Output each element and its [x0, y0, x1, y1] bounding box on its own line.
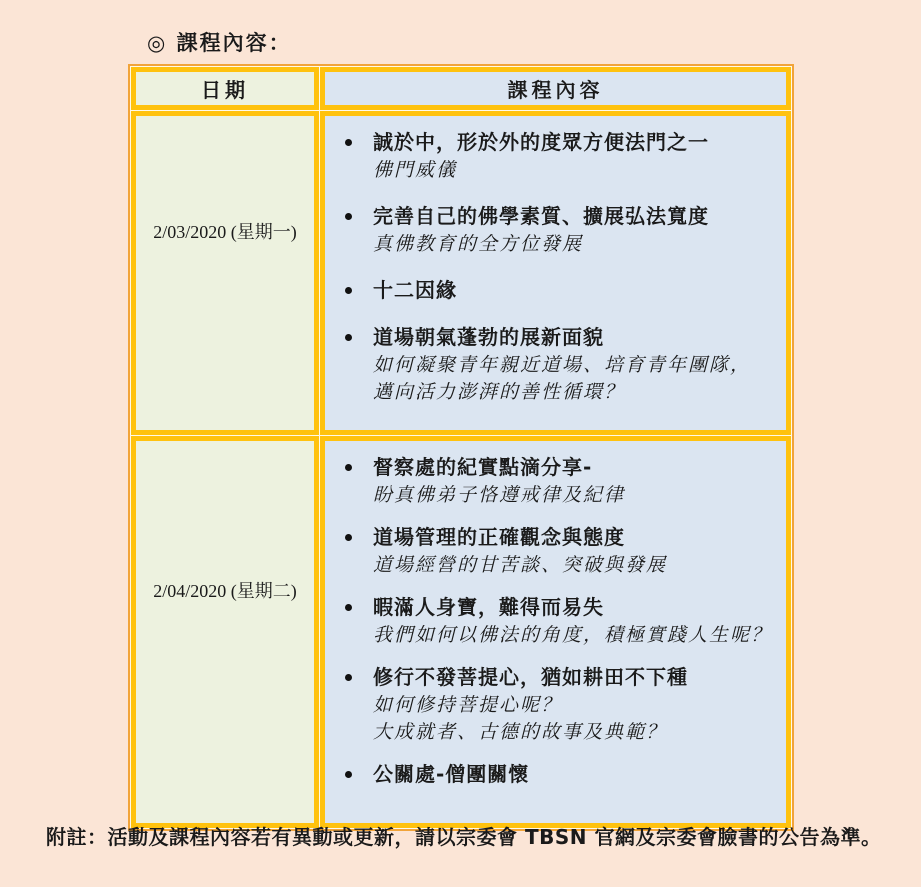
- bullet-icon: [345, 604, 352, 611]
- item-detail: 盼真佛弟子恪遵戒律及紀律: [373, 484, 626, 506]
- list-item-text: [373, 276, 457, 305]
- item-title: 道場管理的正確觀念與態度: [373, 525, 625, 549]
- bullet-icon: [345, 771, 352, 778]
- item-title: 十二因緣: [373, 278, 457, 302]
- table-row: [131, 111, 791, 435]
- list-item: [325, 760, 782, 789]
- item-detail: 真佛教育的全方位發展: [373, 233, 584, 255]
- item-title: 公關處-僧團關懷: [373, 762, 530, 786]
- bullet-icon: [345, 287, 352, 294]
- content-cell: [320, 436, 791, 828]
- list-item-text: [373, 128, 709, 184]
- list-item: [325, 323, 782, 406]
- footnote: 附註：活動及課程內容若有異動或更新，請以宗委會 TBSN 官網及宗委會臉書的公告為準。: [46, 825, 882, 849]
- item-title: 修行不發菩提心，猶如耕田不下種: [373, 665, 688, 689]
- item-detail: 如何修持菩提心呢？: [373, 694, 563, 716]
- bullet-icon: [345, 334, 352, 341]
- bullet-icon: [345, 139, 352, 146]
- item-detail: 邁向活力澎湃的善性循環？: [373, 381, 626, 403]
- date-text: 2/04/2020 (星期二): [153, 581, 297, 601]
- list-item: [325, 523, 782, 579]
- bullet-icon: [345, 534, 352, 541]
- list-item-text: [373, 523, 667, 579]
- table-row: [131, 436, 791, 828]
- item-title: 完善自己的佛學素質、擴展弘法寬度: [373, 204, 709, 228]
- bullet-icon: [345, 674, 352, 681]
- item-title: 督察處的紀實點滴分享-: [373, 455, 593, 479]
- date-cell: [131, 436, 319, 828]
- list-item-text: [373, 760, 529, 789]
- list-item: [325, 128, 782, 184]
- item-detail: 大成就者、古德的故事及典範？: [373, 721, 668, 743]
- date-text: 2/03/2020 (星期一): [153, 222, 297, 242]
- list-item-text: [373, 323, 751, 406]
- list-item-text: [373, 453, 625, 509]
- item-title: 誠於中，形於外的度眾方便法門之一: [373, 130, 709, 154]
- bullet-icon: [345, 464, 352, 471]
- list-item-text: [373, 663, 688, 746]
- header-row: [131, 67, 791, 110]
- bullet-icon: [345, 213, 352, 220]
- item-detail: 道場經營的甘苦談、突破與發展: [373, 554, 668, 576]
- item-title: 暇滿人身寶，難得而易失: [373, 595, 604, 619]
- list-item-text: [373, 202, 709, 258]
- list-item: [325, 276, 782, 305]
- content-cell: [320, 111, 791, 435]
- item-title: 道場朝氣蓬勃的展新面貌: [373, 325, 604, 349]
- column-header-content: 課程內容: [320, 67, 791, 110]
- list-item: [325, 663, 782, 746]
- column-header-date: 日期: [131, 67, 319, 110]
- course-schedule-table: [128, 64, 794, 831]
- item-detail: 如何凝聚青年親近道場、培育青年團隊，: [373, 354, 752, 376]
- list-item-text: [373, 593, 772, 649]
- item-detail: 我們如何以佛法的角度，積極實踐人生呢？: [373, 624, 773, 646]
- list-item: [325, 593, 782, 649]
- date-cell: [131, 111, 319, 435]
- course-table: [130, 66, 792, 829]
- list-item: [325, 453, 782, 509]
- item-detail: 佛門威儀: [373, 159, 458, 181]
- page-title: ◎ 課程內容：: [147, 31, 292, 55]
- list-item: [325, 202, 782, 258]
